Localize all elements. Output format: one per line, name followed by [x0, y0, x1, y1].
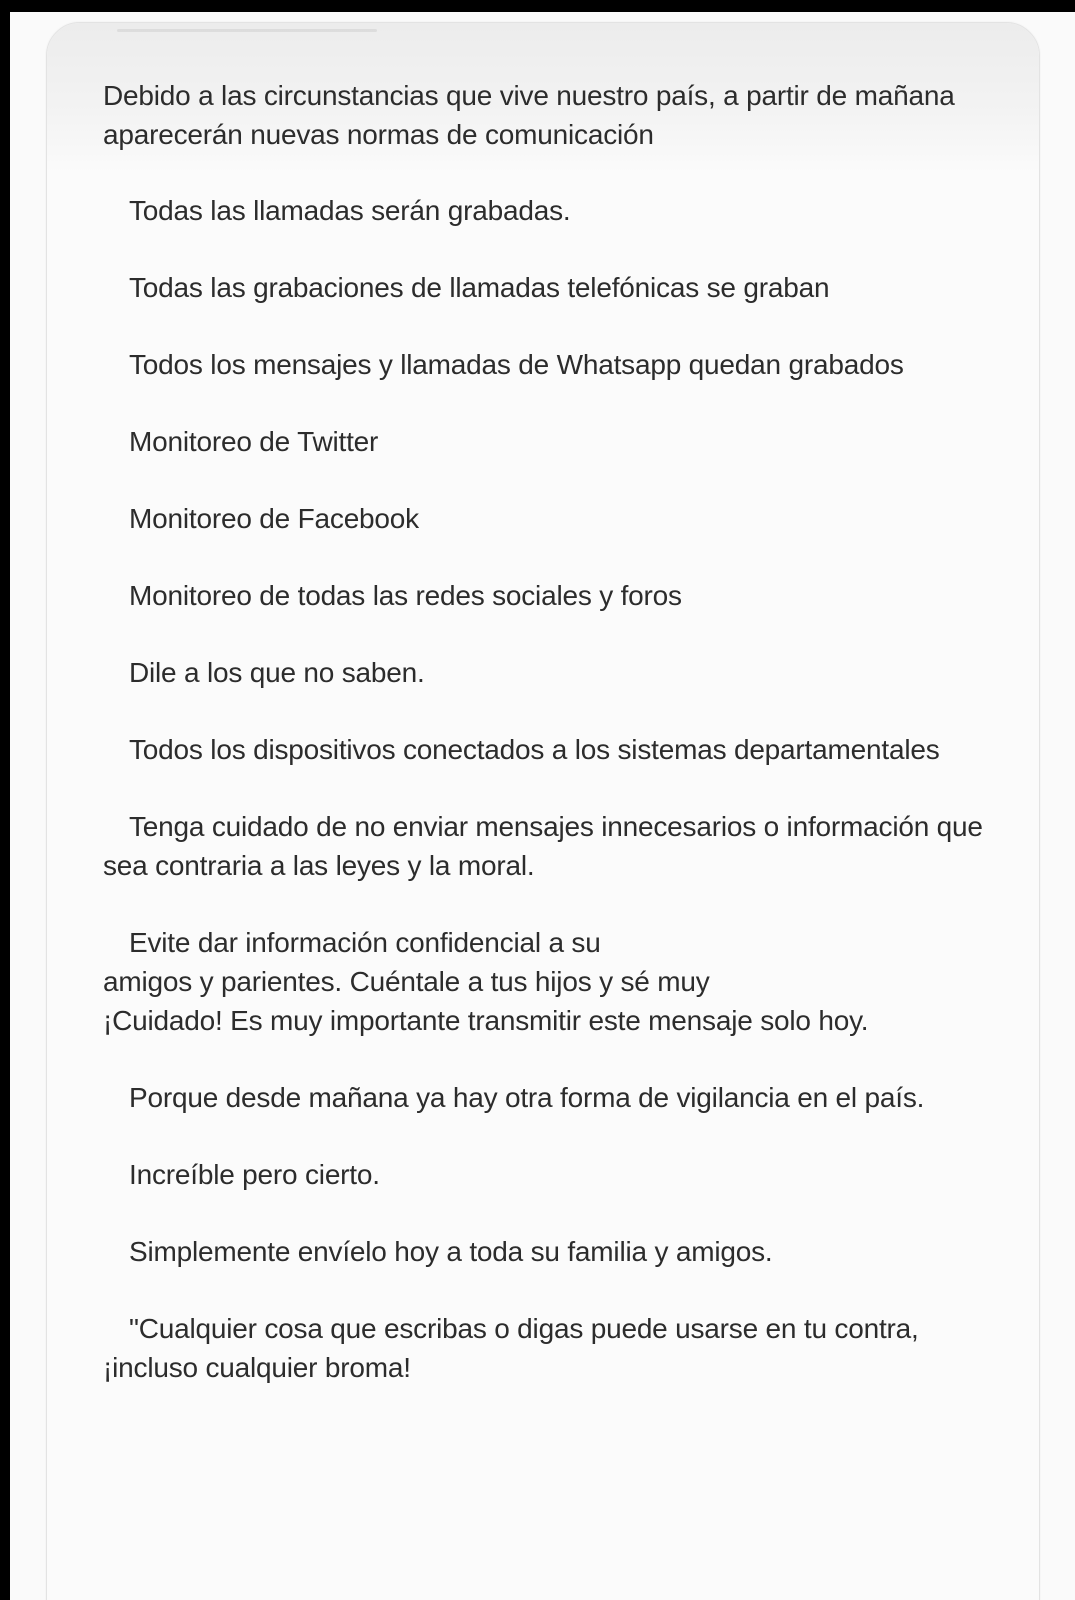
message-card [46, 22, 1040, 1600]
message-line-anything-you-say: "Cualquier cosa que escribas o digas puede usarse en tu contra, ¡incluso cualquier broma! [103, 1313, 919, 1383]
message-body [103, 76, 1003, 1425]
cut-off-header-line [117, 29, 377, 32]
message-line-facebook: Monitoreo de Facebook [129, 503, 419, 534]
screen [10, 12, 1075, 1600]
message-line-confidential: Evite dar información confidencial a su amigos y parientes. Cuéntale a tus hijos y sé muy ¡Cuidado! Es muy importante transmitir este mensaje solo hoy. [103, 927, 869, 1036]
message-line-tell-others: Dile a los que no saben. [129, 657, 425, 688]
message-line-calls-recorded: Todas las llamadas serán grabadas. [129, 195, 571, 226]
message-intro: Debido a las circunstancias que vive nuestro país, a partir de mañana aparecerán nuevas normas de comunicación [103, 80, 955, 150]
message-line-surveillance: Porque desde mañana ya hay otra forma de vigilancia en el país. [129, 1082, 925, 1113]
message-line-social-networks: Monitoreo de todas las redes sociales y foros [129, 580, 682, 611]
message-line-phone-recordings: Todas las grabaciones de llamadas telefónicas se graban [129, 272, 830, 303]
top-black-bar [0, 0, 1075, 12]
message-line-be-careful: Tenga cuidado de no enviar mensajes innecesarios o información que sea contraria a las leyes y la moral. [103, 811, 983, 881]
message-line-devices: Todos los dispositivos conectados a los sistemas departamentales [129, 734, 940, 765]
message-line-incredible: Increíble pero cierto. [129, 1159, 380, 1190]
message-line-twitter: Monitoreo de Twitter [129, 426, 379, 457]
message-line-whatsapp: Todos los mensajes y llamadas de Whatsapp quedan grabados [129, 349, 904, 380]
message-line-send-today: Simplemente envíelo hoy a toda su familia y amigos. [129, 1236, 773, 1267]
